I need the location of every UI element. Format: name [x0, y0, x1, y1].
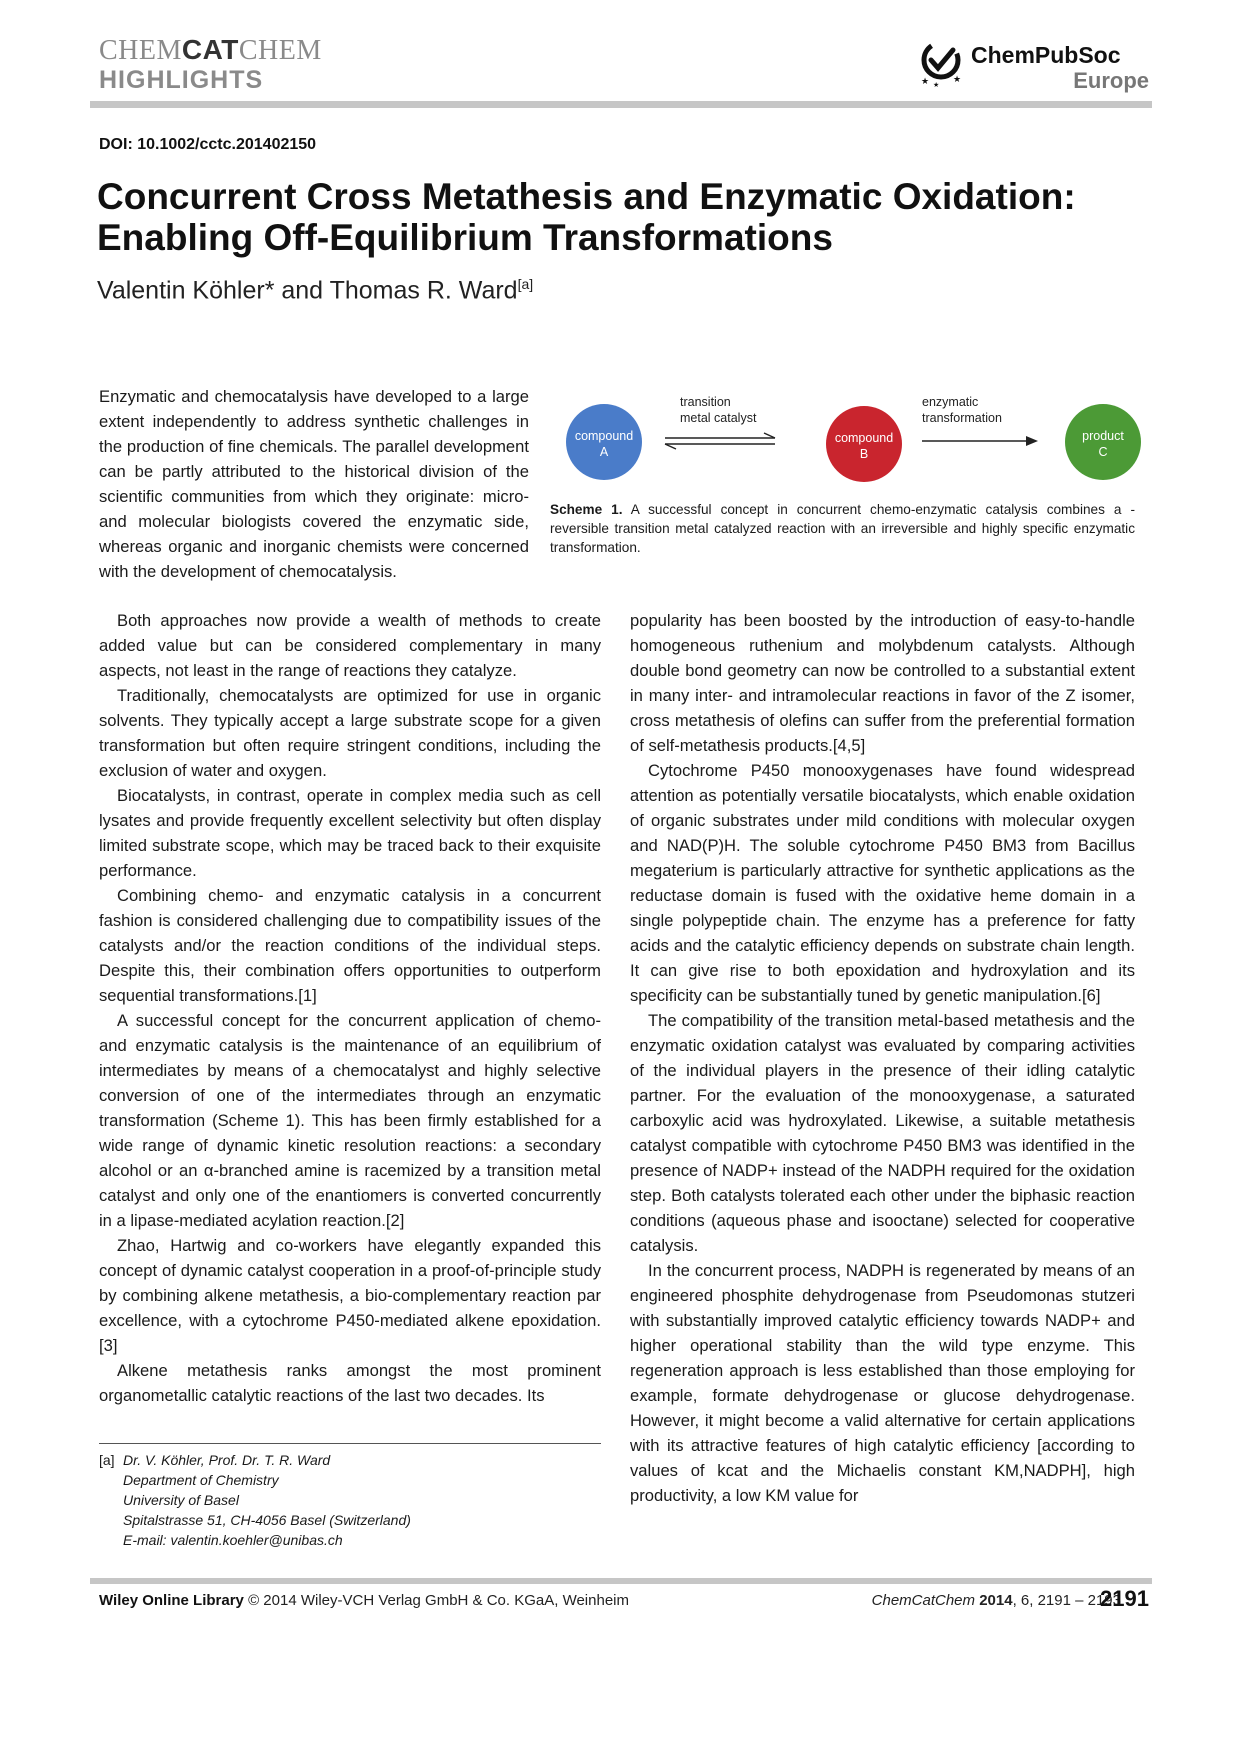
author-affiliation-mark: [a]: [517, 276, 534, 292]
title-line-1: Concurrent Cross Metathesis and Enzymatic Oxidation:: [97, 176, 1076, 217]
author-names: Valentin Köhler* and Thomas R. Ward: [97, 276, 518, 305]
title-line-2: Enabling Off-Equilibrium Transformations: [97, 217, 833, 258]
node-a-label-2: A: [599, 445, 609, 459]
paragraph: In the concurrent process, NADPH is regenerated by means of an engineered phosphite dehydrogenase from Pseudomonas stutzeri with substantially improved catalytic efficiency towards NADP+ and higher operational stability than the wild type enzyme. This regeneration approach is less established than those employing for example, formate dehydrogenase or glucose dehydrogenase. However, it might become a valid alternative for certain applications with its attractive features of high catalytic efficiency [according to values of kcat and the Michaelis constant KM,NADPH], high productivity, a low KM value for: [630, 1261, 1135, 1505]
intro-paragraph: [99, 384, 529, 584]
node-b-label-1: compound: [834, 431, 894, 445]
node-b-label-2: B: [859, 447, 869, 461]
scheme-caption: [550, 500, 1135, 557]
right-column: [630, 608, 1135, 1508]
page-number: 2191: [1100, 1586, 1149, 1611]
footnote-rule: [99, 1443, 601, 1444]
doi: DOI: 10.1002/cctc.201402150: [99, 136, 317, 153]
node-c-label-2: C: [1098, 445, 1108, 459]
copyright: © 2014 Wiley-VCH Verlag GmbH & Co. KGaA, Weinheim: [243, 1592, 629, 1609]
intro-text: Enzymatic and chemocatalysis have developed to a large extent independently to address synthetic challenges in the production of fine chemicals. The parallel development can be partly attributed to the historical division of the scientific communities from which they originate: micro- and molecular biologists covered the enzymatic side, whereas organic and inorganic chemists were concerned with the development of chemocatalysis.: [99, 387, 529, 581]
arrow-2-label-1: enzymatic: [922, 395, 979, 409]
footnote-lines: [123, 1450, 411, 1550]
footnote-line: Dr. V. Köhler, Prof. Dr. T. R. Ward: [123, 1452, 331, 1468]
authors: [97, 276, 533, 305]
svg-text:★: ★: [933, 81, 940, 88]
footer-left: [99, 1592, 629, 1609]
caption-label: Scheme 1.: [550, 502, 623, 517]
footnote-line: Department of Chemistry: [123, 1472, 279, 1488]
paragraph: Combining chemo- and enzymatic catalysis in a concurrent fashion is considered challenging due to compatibility issues of the catalysts and/or the reaction conditions of the individual steps. Despite this, their combination offers opportunities to outperform sequential transformations.[1]: [99, 886, 601, 1005]
paragraph: Biocatalysts, in contrast, operate in complex media such as cell lysates and provide frequently excellent selectivity but often display limited substrate scope, which may be traced back to their exquisite performance.: [99, 786, 601, 880]
journal-name: [99, 36, 322, 65]
svg-text:★: ★: [921, 77, 930, 87]
footnote-tag: [a]: [99, 1452, 115, 1468]
svg-text:★: ★: [953, 75, 962, 85]
footnote-line: Spitalstrasse 51, CH-4056 Basel (Switzerland): [123, 1512, 411, 1528]
caption-text: A successful concept in concurrent chemo-enzymatic catalysis combines a - reversible transition metal catalyzed reaction with an irreversible and highly specific enzymatic transformation.: [550, 502, 1135, 555]
node-c-label-1: product: [1082, 429, 1124, 443]
journal-name-part-chem2: CHEM: [238, 35, 322, 66]
journal-name-part-cat: CAT: [181, 34, 239, 65]
wiley-online-library-link[interactable]: Wiley Online Library: [99, 1592, 244, 1609]
paragraph: Traditionally, chemocatalysts are optimized for use in organic solvents. They typically accept a large substrate scope for a given transformation but often require stringent conditions, including the exclusion of water and oxygen.: [99, 686, 601, 780]
paragraph: Alkene metathesis ranks amongst the most prominent organometallic catalytic reactions of the last two decades. Its: [99, 1361, 601, 1405]
footnote-email[interactable]: E-mail: valentin.koehler@unibas.ch: [123, 1532, 343, 1548]
paragraph: Zhao, Hartwig and co-workers have elegantly expanded this concept of dynamic catalyst cooperation in a proof-of-principle study by combining alkene metathesis, a bio-complementary reaction par excellence, with a cytochrome P450-mediated alkene epoxidation.[3]: [99, 1236, 601, 1355]
irreversible-arrow: [922, 436, 1038, 446]
arrow-2-label-2: transformation: [922, 411, 1002, 425]
journal-name-part-chem: CHEM: [99, 35, 182, 66]
paragraph: Cytochrome P450 monooxygenases have found widespread attention as potentially versatile biocatalysts, which enable oxidation of organic substrates under mild conditions with molecular oxygen and NAD(P)H. The soluble cytochrome P450 BM3 from Bacillus megaterium is particularly attractive for synthetic applications as the reductase domain is fused with the oxidative heme domain in a single polypeptide chain. The enzyme has a preference for fatty acids and the catalytic efficiency depends on substrate chain length. It can give rise to both epoxidation and hydroxylation and its specificity can be substantially tuned by genetic manipulation.[6]: [630, 761, 1135, 1005]
publisher-logo: [919, 38, 1149, 94]
paragraph: A successful concept for the concurrent application of chemo- and enzymatic catalysis is the maintenance of an equilibrium of intermediates by means of a chemocatalyst and highly selective conversion of one of the intermediates through an enzymatic transformation (Scheme 1). This has been firmly established for a wide range of dynamic kinetic resolution reactions: a secondary alcohol or an α-branched amine is racemized by a transition metal catalyst and only one of the enantiomers is converted concurrently in a lipase-mediated acylation reaction.[2]: [99, 1011, 601, 1230]
logo-name: ChemPubSoc: [971, 42, 1121, 68]
footer-year: 2014: [979, 1592, 1013, 1609]
logo-emblem-icon: [919, 38, 967, 88]
paragraph: Both approaches now provide a wealth of methods to create added value but can be considered complementary in many aspects, not least in the range of reactions they catalyze.: [99, 611, 601, 680]
equilibrium-arrow: [665, 433, 775, 449]
header-rule: [90, 101, 1152, 108]
arrow-1-label-2: metal catalyst: [680, 411, 757, 425]
paragraph: popularity has been boosted by the introduction of easy-to-handle homogeneous ruthenium and molybdenum catalysts. Although double bond geometry can now be controlled to a substantial extent in many inter- and intramolecular reactions in favor of the Z isomer, cross metathesis of olefins can suffer from the preferential formation of self-metathesis products.[4,5]: [630, 611, 1135, 755]
arrow-1-label-1: transition: [680, 395, 731, 409]
section-label: HIGHLIGHTS: [99, 66, 264, 94]
logo-subtitle: Europe: [1073, 68, 1149, 93]
footer-journal: ChemCatChem: [871, 1592, 976, 1609]
paragraph: The compatibility of the transition metal-based metathesis and the enzymatic oxidation catalyst was evaluated by comparing activities of the individual players in the presence of their idling catalytic partner. For the evaluation of the monooxygenase, a saturated carboxylic acid was hydroxylated. Likewise, a suitable metathesis catalyst compatible with cytochrome P450 BM3 was identified in the presence of NADP+ instead of the NADPH required for the oxidation step. Both catalysts tolerated each other under the biphasic reaction conditions (aqueous phase and isooctane) selected for cooperative catalysis.: [630, 1011, 1135, 1255]
scheme-1-diagram: [550, 386, 1150, 496]
footnote-line: University of Basel: [123, 1492, 239, 1508]
article-title: [97, 176, 1157, 258]
footer-volume-pages: , 6, 2191 – 2193: [1012, 1592, 1121, 1609]
footer-citation: [872, 1592, 1121, 1609]
node-a-label-1: compound: [574, 429, 634, 443]
left-column: [99, 608, 601, 1408]
footer-rule: [90, 1578, 1152, 1584]
